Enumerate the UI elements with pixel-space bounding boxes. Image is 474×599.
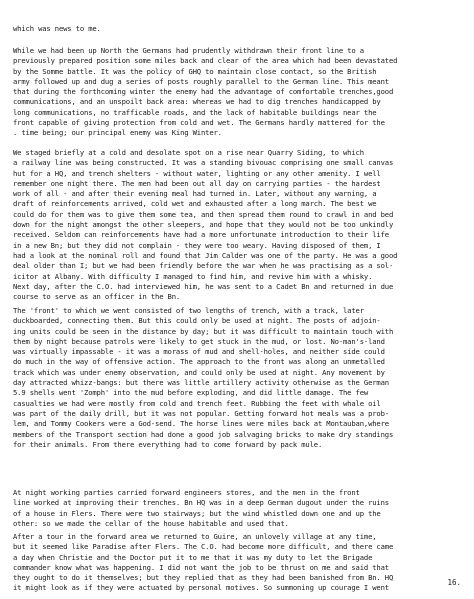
text-line: had a look at the nominal roll and found that Jim Calder was one of the party. He was a good (13, 250, 398, 260)
text-line: them by night because patrols were likely to get stuck in the mud, or lost. No-man's-land (13, 336, 385, 346)
paragraph-opening (13, 24, 468, 34)
text-line: . time being; our principal enemy was King Winter. (13, 128, 222, 138)
text-line: could do for them was to give them some tea, and then spread them round to crawl in and bed (13, 209, 394, 219)
text-line: We staged briefly at a cold and desolate spot on a rise near Quarry Siding, to which (13, 148, 364, 157)
text-line: duckboarded, connecting them. But this could only be used at night. The posts of adjoin- (13, 316, 381, 326)
text-line: in a new Bn; but they did not complain - they were too weary. Having disposed of them, I (13, 240, 381, 250)
text-line: it might look as if they were actuated by personal motives. So summoning up courage I went (13, 583, 389, 593)
text-line: received. Seldom can reinforcements have had a more unfortunate introduction to their life (13, 230, 389, 240)
paragraph-quarry-siding (13, 148, 468, 302)
text-line: a railway line was being constructed. It was a standing bivouac comprising one small canvas (13, 158, 394, 168)
text-line: work of all - and after their evening meal had turned in. Later, without any warning, a (13, 189, 377, 199)
text-line: line worked at improving their trenches. Bn HQ was in a deep German dugout under the ruins (13, 498, 389, 508)
text-line: was part of the daily drill, but it was not popular. Getting forward hot meals was a prob- (13, 408, 389, 418)
text-line: that during the forthcoming winter the enemy had the advantage of comfortable trenches,good (13, 87, 394, 97)
text-line: remember one night there. The men had been out all day on carrying parties - the hardest (13, 178, 381, 188)
text-line: other: so we made the cellar of the house habitable and used that. (13, 518, 289, 528)
text-line: army followed up and dug a series of posts roughly parallel to the German line. This meant (13, 76, 389, 86)
text-line: track which was under enemy observation, and could only be used at night. Any movement by (13, 367, 385, 377)
text-line: ing units could be seen in the distance by day; but it was difficult to maintain touch with (13, 326, 394, 336)
text-line: communications, and an unspoilt back area: whereas we had to dig trenches handicapped by (13, 97, 381, 107)
text-line: After a tour in the forward area we returned to Guire, an unlovely village at any time, (13, 532, 377, 541)
text-line: for their animals. From there everything had to come forward by pack mule. (13, 439, 323, 449)
text-line: do much in the way of offensive action. The approach to the front was along an unmetalled (13, 357, 385, 367)
text-line: At night working parties carried forward engineers stores, and the men in the front (13, 488, 360, 497)
text-line: which was news to me. (13, 24, 101, 33)
paragraph-working-parties (13, 488, 468, 529)
text-line: draft of reinforcements arrived, cold wet and exhausted after a long march. The best we (13, 199, 377, 209)
text-line: hut for a HQ, and trench shelters - without water, lighting or any other amenity. I well (13, 168, 381, 178)
page-number: 16. (447, 578, 461, 587)
text-line: but it seemed like Paradise after Flers. The C.O. had become more difficult, and there came (13, 542, 394, 552)
text-line: by the Somme battle. It was the policy of GHQ to maintain close contact, so the British (13, 66, 377, 76)
paragraph-german-withdrawal (13, 46, 468, 139)
text-line: lem, and Tommy Cookers were a God-send. The horse lines were miles back at Montauban,where (13, 419, 389, 429)
text-line: 5.9 shells went 'Zomph' into the mud before exploding, and did little damage. The few (13, 388, 369, 398)
text-line: commander know what was happening. I did not want the job to be thrust on me and said that (13, 562, 389, 572)
text-line: icitor at Albany. With difficulty I managed to find him, and revive him with a whisky. (13, 271, 373, 281)
text-line: course to serve as an officer in the Bn. (13, 292, 181, 302)
paragraph-the-front (13, 306, 468, 450)
text-line: previously prepared position some miles back and clear of the area which had been devastated (13, 56, 398, 66)
text-line: members of the Transport section had done a good job salvaging bricks to make dry standings (13, 429, 394, 439)
text-line: day attracted whizz-bangs: but there was little artillery activity otherwise as the German (13, 378, 389, 388)
text-line: they ought to do it themselves; but they replied that as they had been banished from Bn. HQ (13, 573, 394, 583)
paragraph-return-to-guire (13, 532, 468, 594)
text-line: a day when Christie and the Doctor put it to me that it was my duty to let the Brigade (13, 552, 373, 562)
text-line: The 'front' to which we went consisted of two lengths of trench, with a track, later (13, 306, 364, 315)
text-line: of a house in Flers. There were two stairways; but the wind whistled down one and up the (13, 508, 381, 518)
text-line: long communications, no trafficable roads, and the lack of habitable buildings near the (13, 107, 377, 117)
text-line: casualties we had were mostly from cold and trench feet. Rubbing the feet with whale oil (13, 398, 381, 408)
text-line: While we had been up North the Germans had prudently withdrawn their front line to a (13, 46, 364, 55)
text-line: down for the night amongst the other sleepers, and hope that they would not be too unkindly (13, 220, 394, 230)
text-line: front capable of giving protection from cold and wet. The Germans hardly mattered for the (13, 118, 385, 128)
text-line: Next day, after the C.O. had interviewed him, he was sent to a Cadet Bn and returned in due (13, 281, 394, 291)
text-line: was virtually impassable - it was a morass of mud and shell-holes, and neither side could (13, 347, 385, 357)
text-line: deal older than I; but we had been friendly before the war when he was practising as a sol- (13, 261, 394, 271)
